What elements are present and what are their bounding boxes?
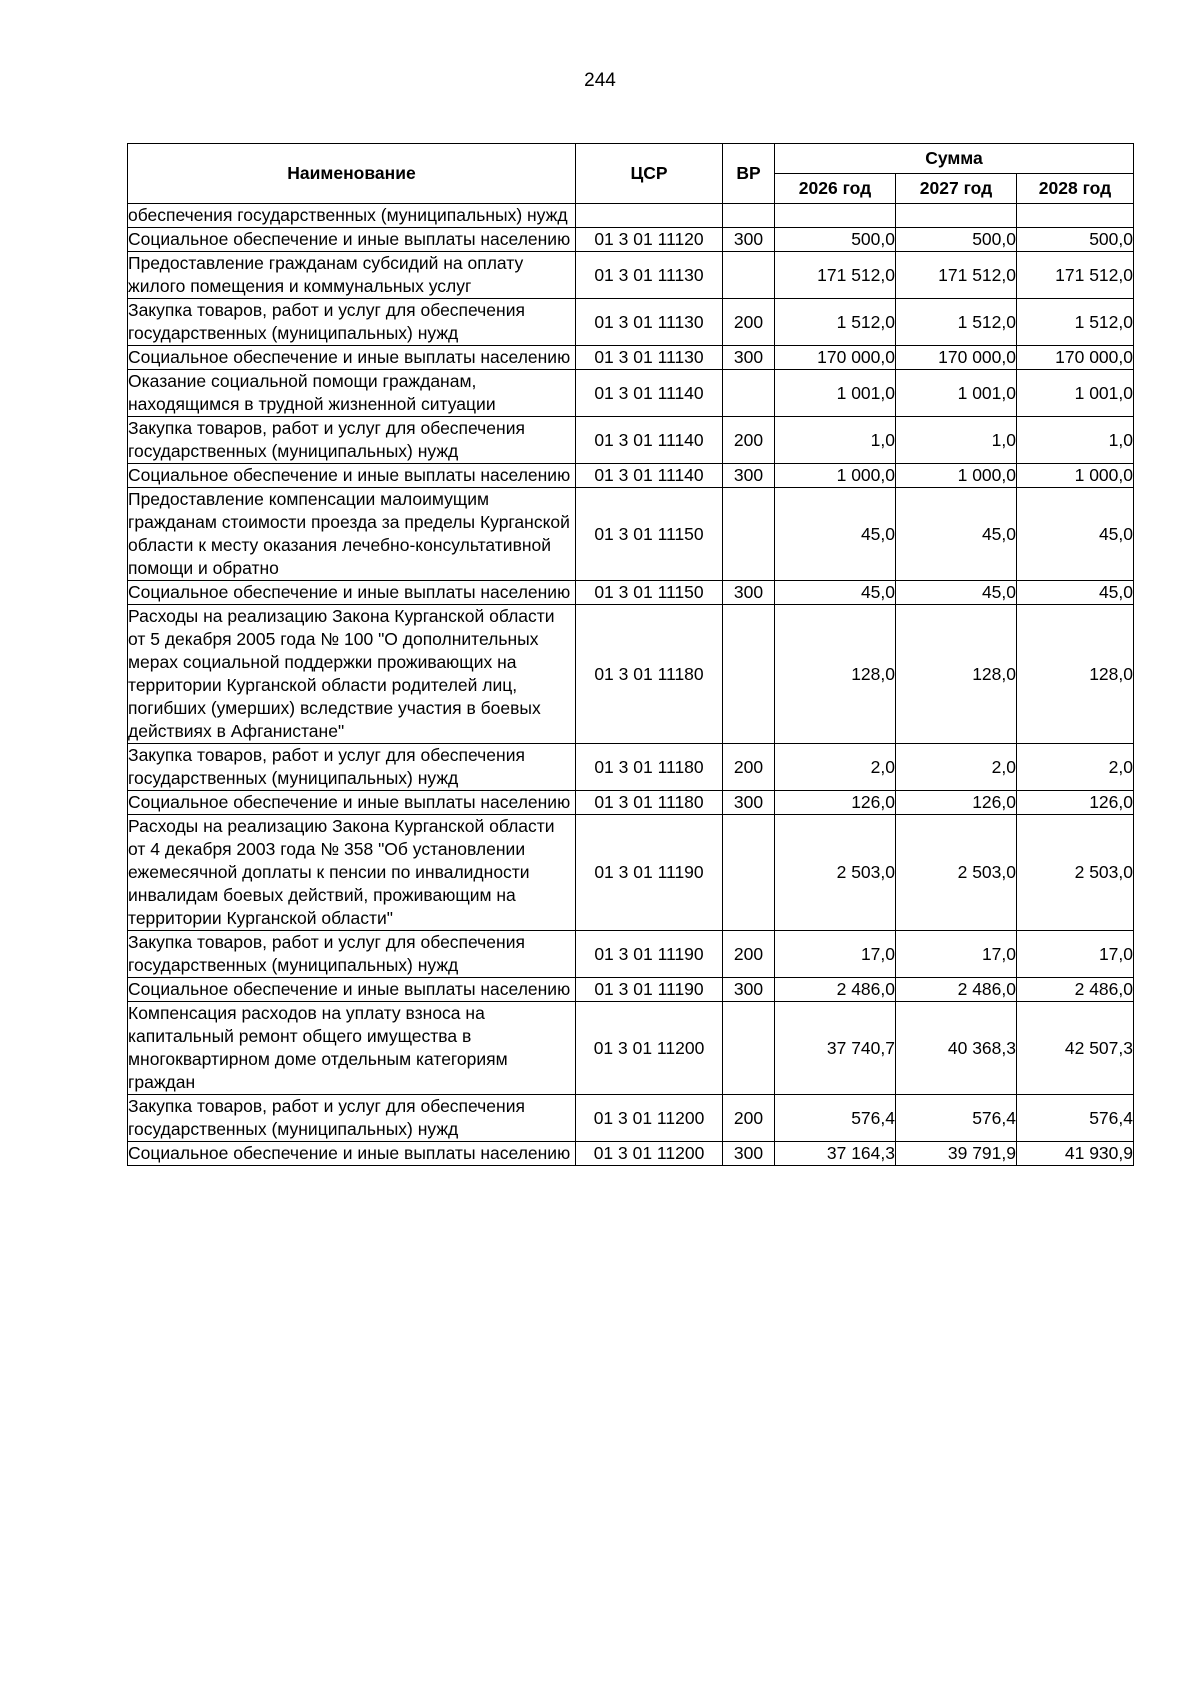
row-amount-2026: 171 512,0 bbox=[775, 252, 896, 299]
row-amount-2026: 128,0 bbox=[775, 605, 896, 744]
row-vr-cell: 300 bbox=[723, 464, 775, 488]
table-row bbox=[128, 464, 1134, 488]
row-amount-2028: 1 512,0 bbox=[1017, 299, 1134, 346]
budget-table bbox=[127, 143, 1134, 1166]
table-row bbox=[128, 581, 1134, 605]
table-row bbox=[128, 1002, 1134, 1095]
row-csr-cell: 01 3 01 11130 bbox=[576, 299, 723, 346]
row-amount-2028 bbox=[1017, 204, 1134, 228]
row-amount-2028: 126,0 bbox=[1017, 791, 1134, 815]
table-row bbox=[128, 252, 1134, 299]
row-csr-cell: 01 3 01 11180 bbox=[576, 744, 723, 791]
row-name-cell: Компенсация расходов на уплату взноса на капитальный ремонт общего имущества в многоквартирном доме отдельным категориям граждан bbox=[128, 1002, 576, 1095]
row-amount-2027: 576,4 bbox=[896, 1095, 1017, 1142]
row-amount-2026: 1 000,0 bbox=[775, 464, 896, 488]
row-amount-2027: 170 000,0 bbox=[896, 346, 1017, 370]
row-amount-2028: 1 001,0 bbox=[1017, 370, 1134, 417]
row-amount-2027: 1 001,0 bbox=[896, 370, 1017, 417]
row-amount-2026: 1,0 bbox=[775, 417, 896, 464]
row-amount-2028: 170 000,0 bbox=[1017, 346, 1134, 370]
row-amount-2028: 500,0 bbox=[1017, 228, 1134, 252]
row-amount-2027: 128,0 bbox=[896, 605, 1017, 744]
header-vr: ВР bbox=[723, 144, 775, 204]
row-vr-cell: 300 bbox=[723, 346, 775, 370]
row-amount-2028: 2 503,0 bbox=[1017, 815, 1134, 931]
table-row bbox=[128, 228, 1134, 252]
row-amount-2027: 126,0 bbox=[896, 791, 1017, 815]
row-csr-cell: 01 3 01 11200 bbox=[576, 1095, 723, 1142]
header-year-2027: 2027 год bbox=[896, 174, 1017, 204]
row-amount-2026: 2 503,0 bbox=[775, 815, 896, 931]
header-name: Наименование bbox=[128, 144, 576, 204]
table-row bbox=[128, 204, 1134, 228]
row-vr-cell: 200 bbox=[723, 931, 775, 978]
row-vr-cell: 300 bbox=[723, 791, 775, 815]
row-amount-2028: 2 486,0 bbox=[1017, 978, 1134, 1002]
header-year-2028: 2028 год bbox=[1017, 174, 1134, 204]
row-amount-2028: 42 507,3 bbox=[1017, 1002, 1134, 1095]
table-row bbox=[128, 791, 1134, 815]
row-amount-2026: 1 512,0 bbox=[775, 299, 896, 346]
row-amount-2026: 45,0 bbox=[775, 488, 896, 581]
row-amount-2026: 170 000,0 bbox=[775, 346, 896, 370]
row-csr-cell: 01 3 01 11200 bbox=[576, 1142, 723, 1166]
row-amount-2027: 1 512,0 bbox=[896, 299, 1017, 346]
row-amount-2028: 128,0 bbox=[1017, 605, 1134, 744]
row-csr-cell: 01 3 01 11180 bbox=[576, 791, 723, 815]
row-amount-2026: 17,0 bbox=[775, 931, 896, 978]
row-amount-2028: 17,0 bbox=[1017, 931, 1134, 978]
row-csr-cell: 01 3 01 11130 bbox=[576, 252, 723, 299]
header-sum: Сумма bbox=[775, 144, 1134, 174]
row-amount-2028: 1,0 bbox=[1017, 417, 1134, 464]
row-vr-cell bbox=[723, 204, 775, 228]
row-amount-2027: 1,0 bbox=[896, 417, 1017, 464]
row-amount-2027: 45,0 bbox=[896, 488, 1017, 581]
row-name-cell: Расходы на реализацию Закона Курганской области от 4 декабря 2003 года № 358 "Об установлении ежемесячной доплаты к пенсии по инвалидности инвалидам боевых действий, проживающим на территории Курганской области" bbox=[128, 815, 576, 931]
row-vr-cell bbox=[723, 370, 775, 417]
table-row bbox=[128, 744, 1134, 791]
row-amount-2028: 1 000,0 bbox=[1017, 464, 1134, 488]
row-amount-2026: 126,0 bbox=[775, 791, 896, 815]
row-csr-cell: 01 3 01 11130 bbox=[576, 346, 723, 370]
row-csr-cell bbox=[576, 204, 723, 228]
table-row bbox=[128, 815, 1134, 931]
row-amount-2027: 1 000,0 bbox=[896, 464, 1017, 488]
row-amount-2028: 45,0 bbox=[1017, 488, 1134, 581]
row-name-cell: Расходы на реализацию Закона Курганской области от 5 декабря 2005 года № 100 "О дополнительных мерах социальной поддержки проживающих на территории Курганской области родителей лиц, погибших (умерших) вследствие участия в боевых действиях в Афганистане" bbox=[128, 605, 576, 744]
row-csr-cell: 01 3 01 11190 bbox=[576, 815, 723, 931]
table-row bbox=[128, 488, 1134, 581]
row-name-cell: Социальное обеспечение и иные выплаты населению bbox=[128, 464, 576, 488]
row-vr-cell bbox=[723, 488, 775, 581]
row-amount-2026: 576,4 bbox=[775, 1095, 896, 1142]
row-vr-cell: 300 bbox=[723, 978, 775, 1002]
row-name-cell: Закупка товаров, работ и услуг для обеспечения государственных (муниципальных) нужд bbox=[128, 1095, 576, 1142]
row-amount-2027: 45,0 bbox=[896, 581, 1017, 605]
table-header bbox=[128, 144, 1134, 204]
row-name-cell: Оказание социальной помощи гражданам, находящимся в трудной жизненной ситуации bbox=[128, 370, 576, 417]
row-vr-cell: 300 bbox=[723, 581, 775, 605]
row-amount-2027: 40 368,3 bbox=[896, 1002, 1017, 1095]
row-amount-2026: 37 740,7 bbox=[775, 1002, 896, 1095]
row-vr-cell: 200 bbox=[723, 1095, 775, 1142]
row-amount-2026: 45,0 bbox=[775, 581, 896, 605]
row-amount-2028: 171 512,0 bbox=[1017, 252, 1134, 299]
table-row bbox=[128, 417, 1134, 464]
row-amount-2027: 2 503,0 bbox=[896, 815, 1017, 931]
row-amount-2027: 39 791,9 bbox=[896, 1142, 1017, 1166]
row-vr-cell bbox=[723, 252, 775, 299]
table-body bbox=[128, 204, 1134, 1166]
row-csr-cell: 01 3 01 11200 bbox=[576, 1002, 723, 1095]
row-amount-2028: 2,0 bbox=[1017, 744, 1134, 791]
row-csr-cell: 01 3 01 11140 bbox=[576, 464, 723, 488]
row-vr-cell bbox=[723, 605, 775, 744]
row-name-cell: Предоставление гражданам субсидий на оплату жилого помещения и коммунальных услуг bbox=[128, 252, 576, 299]
row-name-cell: Социальное обеспечение и иные выплаты населению bbox=[128, 1142, 576, 1166]
row-vr-cell bbox=[723, 1002, 775, 1095]
row-amount-2027: 17,0 bbox=[896, 931, 1017, 978]
page-number: 244 bbox=[584, 70, 616, 91]
row-name-cell: Социальное обеспечение и иные выплаты населению bbox=[128, 978, 576, 1002]
table-row bbox=[128, 299, 1134, 346]
row-csr-cell: 01 3 01 11150 bbox=[576, 581, 723, 605]
table-row bbox=[128, 605, 1134, 744]
row-vr-cell: 300 bbox=[723, 228, 775, 252]
row-amount-2027 bbox=[896, 204, 1017, 228]
row-amount-2026: 500,0 bbox=[775, 228, 896, 252]
row-vr-cell bbox=[723, 815, 775, 931]
row-amount-2026 bbox=[775, 204, 896, 228]
row-name-cell: обеспечения государственных (муниципальных) нужд bbox=[128, 204, 576, 228]
row-amount-2028: 45,0 bbox=[1017, 581, 1134, 605]
row-csr-cell: 01 3 01 11190 bbox=[576, 978, 723, 1002]
row-amount-2028: 576,4 bbox=[1017, 1095, 1134, 1142]
row-vr-cell: 200 bbox=[723, 417, 775, 464]
row-vr-cell: 300 bbox=[723, 1142, 775, 1166]
row-name-cell: Социальное обеспечение и иные выплаты населению bbox=[128, 228, 576, 252]
row-amount-2026: 1 001,0 bbox=[775, 370, 896, 417]
table-row bbox=[128, 931, 1134, 978]
row-name-cell: Закупка товаров, работ и услуг для обеспечения государственных (муниципальных) нужд bbox=[128, 931, 576, 978]
row-vr-cell: 200 bbox=[723, 744, 775, 791]
row-csr-cell: 01 3 01 11190 bbox=[576, 931, 723, 978]
row-name-cell: Закупка товаров, работ и услуг для обеспечения государственных (муниципальных) нужд bbox=[128, 417, 576, 464]
row-name-cell: Социальное обеспечение и иные выплаты населению bbox=[128, 791, 576, 815]
header-csr: ЦСР bbox=[576, 144, 723, 204]
row-amount-2027: 2 486,0 bbox=[896, 978, 1017, 1002]
row-csr-cell: 01 3 01 11140 bbox=[576, 370, 723, 417]
row-name-cell: Социальное обеспечение и иные выплаты населению bbox=[128, 581, 576, 605]
row-amount-2027: 500,0 bbox=[896, 228, 1017, 252]
table-row bbox=[128, 978, 1134, 1002]
row-amount-2026: 37 164,3 bbox=[775, 1142, 896, 1166]
row-amount-2028: 41 930,9 bbox=[1017, 1142, 1134, 1166]
row-amount-2026: 2,0 bbox=[775, 744, 896, 791]
row-amount-2027: 171 512,0 bbox=[896, 252, 1017, 299]
row-csr-cell: 01 3 01 11150 bbox=[576, 488, 723, 581]
row-csr-cell: 01 3 01 11120 bbox=[576, 228, 723, 252]
table-row bbox=[128, 1142, 1134, 1166]
row-csr-cell: 01 3 01 11180 bbox=[576, 605, 723, 744]
row-name-cell: Закупка товаров, работ и услуг для обеспечения государственных (муниципальных) нужд bbox=[128, 299, 576, 346]
table-row bbox=[128, 370, 1134, 417]
row-name-cell: Предоставление компенсации малоимущим гражданам стоимости проезда за пределы Курганской области к месту оказания лечебно-консультативной помощи и обратно bbox=[128, 488, 576, 581]
row-amount-2026: 2 486,0 bbox=[775, 978, 896, 1002]
header-year-2026: 2026 год bbox=[775, 174, 896, 204]
table-row bbox=[128, 346, 1134, 370]
row-csr-cell: 01 3 01 11140 bbox=[576, 417, 723, 464]
row-name-cell: Закупка товаров, работ и услуг для обеспечения государственных (муниципальных) нужд bbox=[128, 744, 576, 791]
row-name-cell: Социальное обеспечение и иные выплаты населению bbox=[128, 346, 576, 370]
table-row bbox=[128, 1095, 1134, 1142]
row-vr-cell: 200 bbox=[723, 299, 775, 346]
row-amount-2027: 2,0 bbox=[896, 744, 1017, 791]
